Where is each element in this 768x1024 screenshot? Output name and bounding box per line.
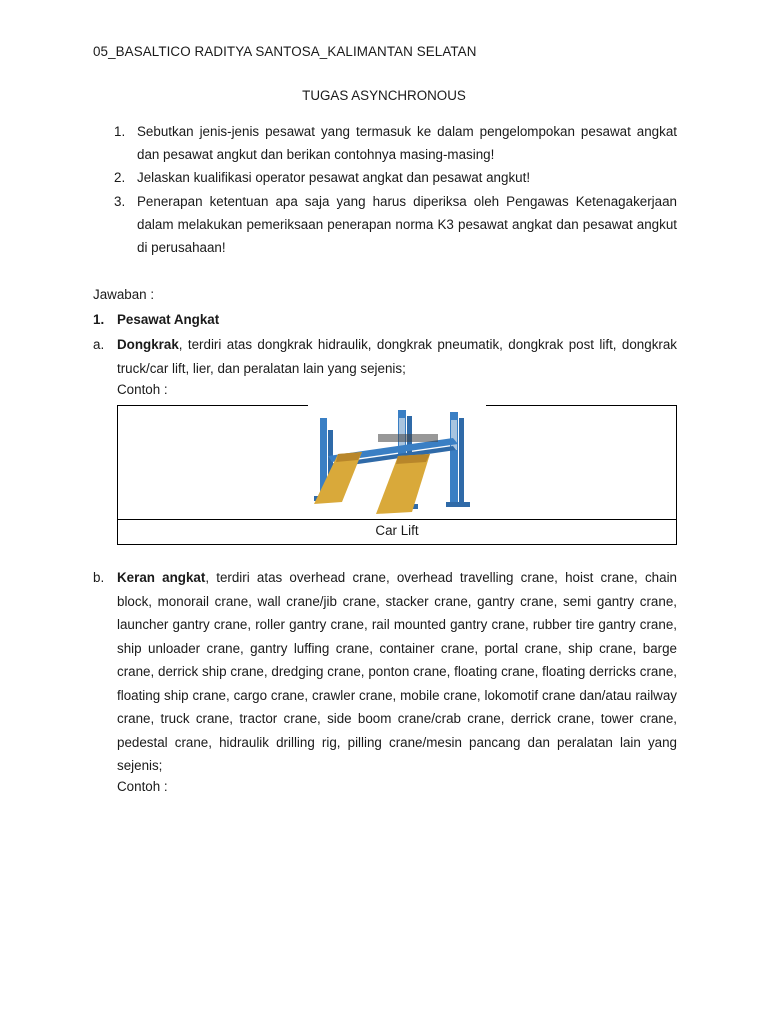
- document-header: 05_BASALTICO RADITYA SANTOSA_KALIMANTAN SELATAN: [93, 44, 477, 59]
- question-item: [93, 166, 677, 189]
- answer-item-b: [93, 566, 677, 778]
- example-label: Contoh :: [117, 779, 168, 794]
- question-number: 3.: [114, 193, 126, 209]
- question-item: [93, 120, 677, 166]
- question-list: [93, 120, 677, 259]
- answer-label: Jawaban :: [93, 287, 155, 302]
- question-number: 1.: [114, 124, 126, 139]
- item-letter: b.: [93, 570, 105, 585]
- question-text: Sebutkan jenis-jenis pesawat yang termasuk ke dalam pengelompokan pesawat angkat dan pesawat angkut dan berikan contohnya masing-masing!: [137, 124, 677, 163]
- example-label: Contoh :: [117, 382, 168, 397]
- item-text: , terdiri atas dongkrak hidraulik, dongkrak pneumatik, dongkrak post lift, dongkrak truck/car lift, lier, dan peralatan lain yang sejenis;: [117, 337, 677, 376]
- section-heading: [93, 312, 219, 327]
- item-term: Dongkrak: [117, 337, 179, 352]
- item-text: , terdiri atas overhead crane, overhead travelling crane, hoist crane, chain block, monorail crane, wall crane/jib crane, stacker crane, gantry crane, semi gantry crane, launcher gantry crane, roller gantry crane, rail mounted gantry crane, rubber tire gantry crane, ship unloader crane, gantry luffing crane, container crane, portal crane, ship crane, barge crane, derrick ship crane, dredging crane, ponton crane, floating crane, floating derricks crane, floating ship crane, cargo crane, crawler crane, mobile crane, lokomotif crane dan/atau railway crane, truck crane, tractor crane, side boom crane/crab crane, derrick crane, tower crane, pedestal crane, hidraulik drilling rig, pilling crane/mesin pancang dan peralatan lain yang sejenis;: [117, 570, 677, 773]
- question-text: Penerapan ketentuan apa saja yang harus diperiksa oleh Pengawas Ketenagakerjaan dalam melakukan pemeriksaan penerapan norma K3 pesawat angkat dan pesawat angkut di perusahaan!: [137, 193, 677, 256]
- section-number: 1.: [93, 312, 105, 327]
- question-number: 2.: [114, 170, 126, 186]
- figure-table: [117, 405, 677, 545]
- figure-caption: Car Lift: [118, 519, 676, 544]
- item-term: Keran angkat: [117, 570, 206, 585]
- car-lift-image: [308, 404, 486, 516]
- section-title: Pesawat Angkat: [117, 312, 220, 327]
- document-title: TUGAS ASYNCHRONOUS: [302, 88, 466, 103]
- answer-item-a: [93, 333, 677, 380]
- item-letter: a.: [93, 337, 105, 352]
- question-text: Jelaskan kualifikasi operator pesawat angkat dan pesawat angkut!: [137, 170, 531, 186]
- question-item: [93, 190, 677, 260]
